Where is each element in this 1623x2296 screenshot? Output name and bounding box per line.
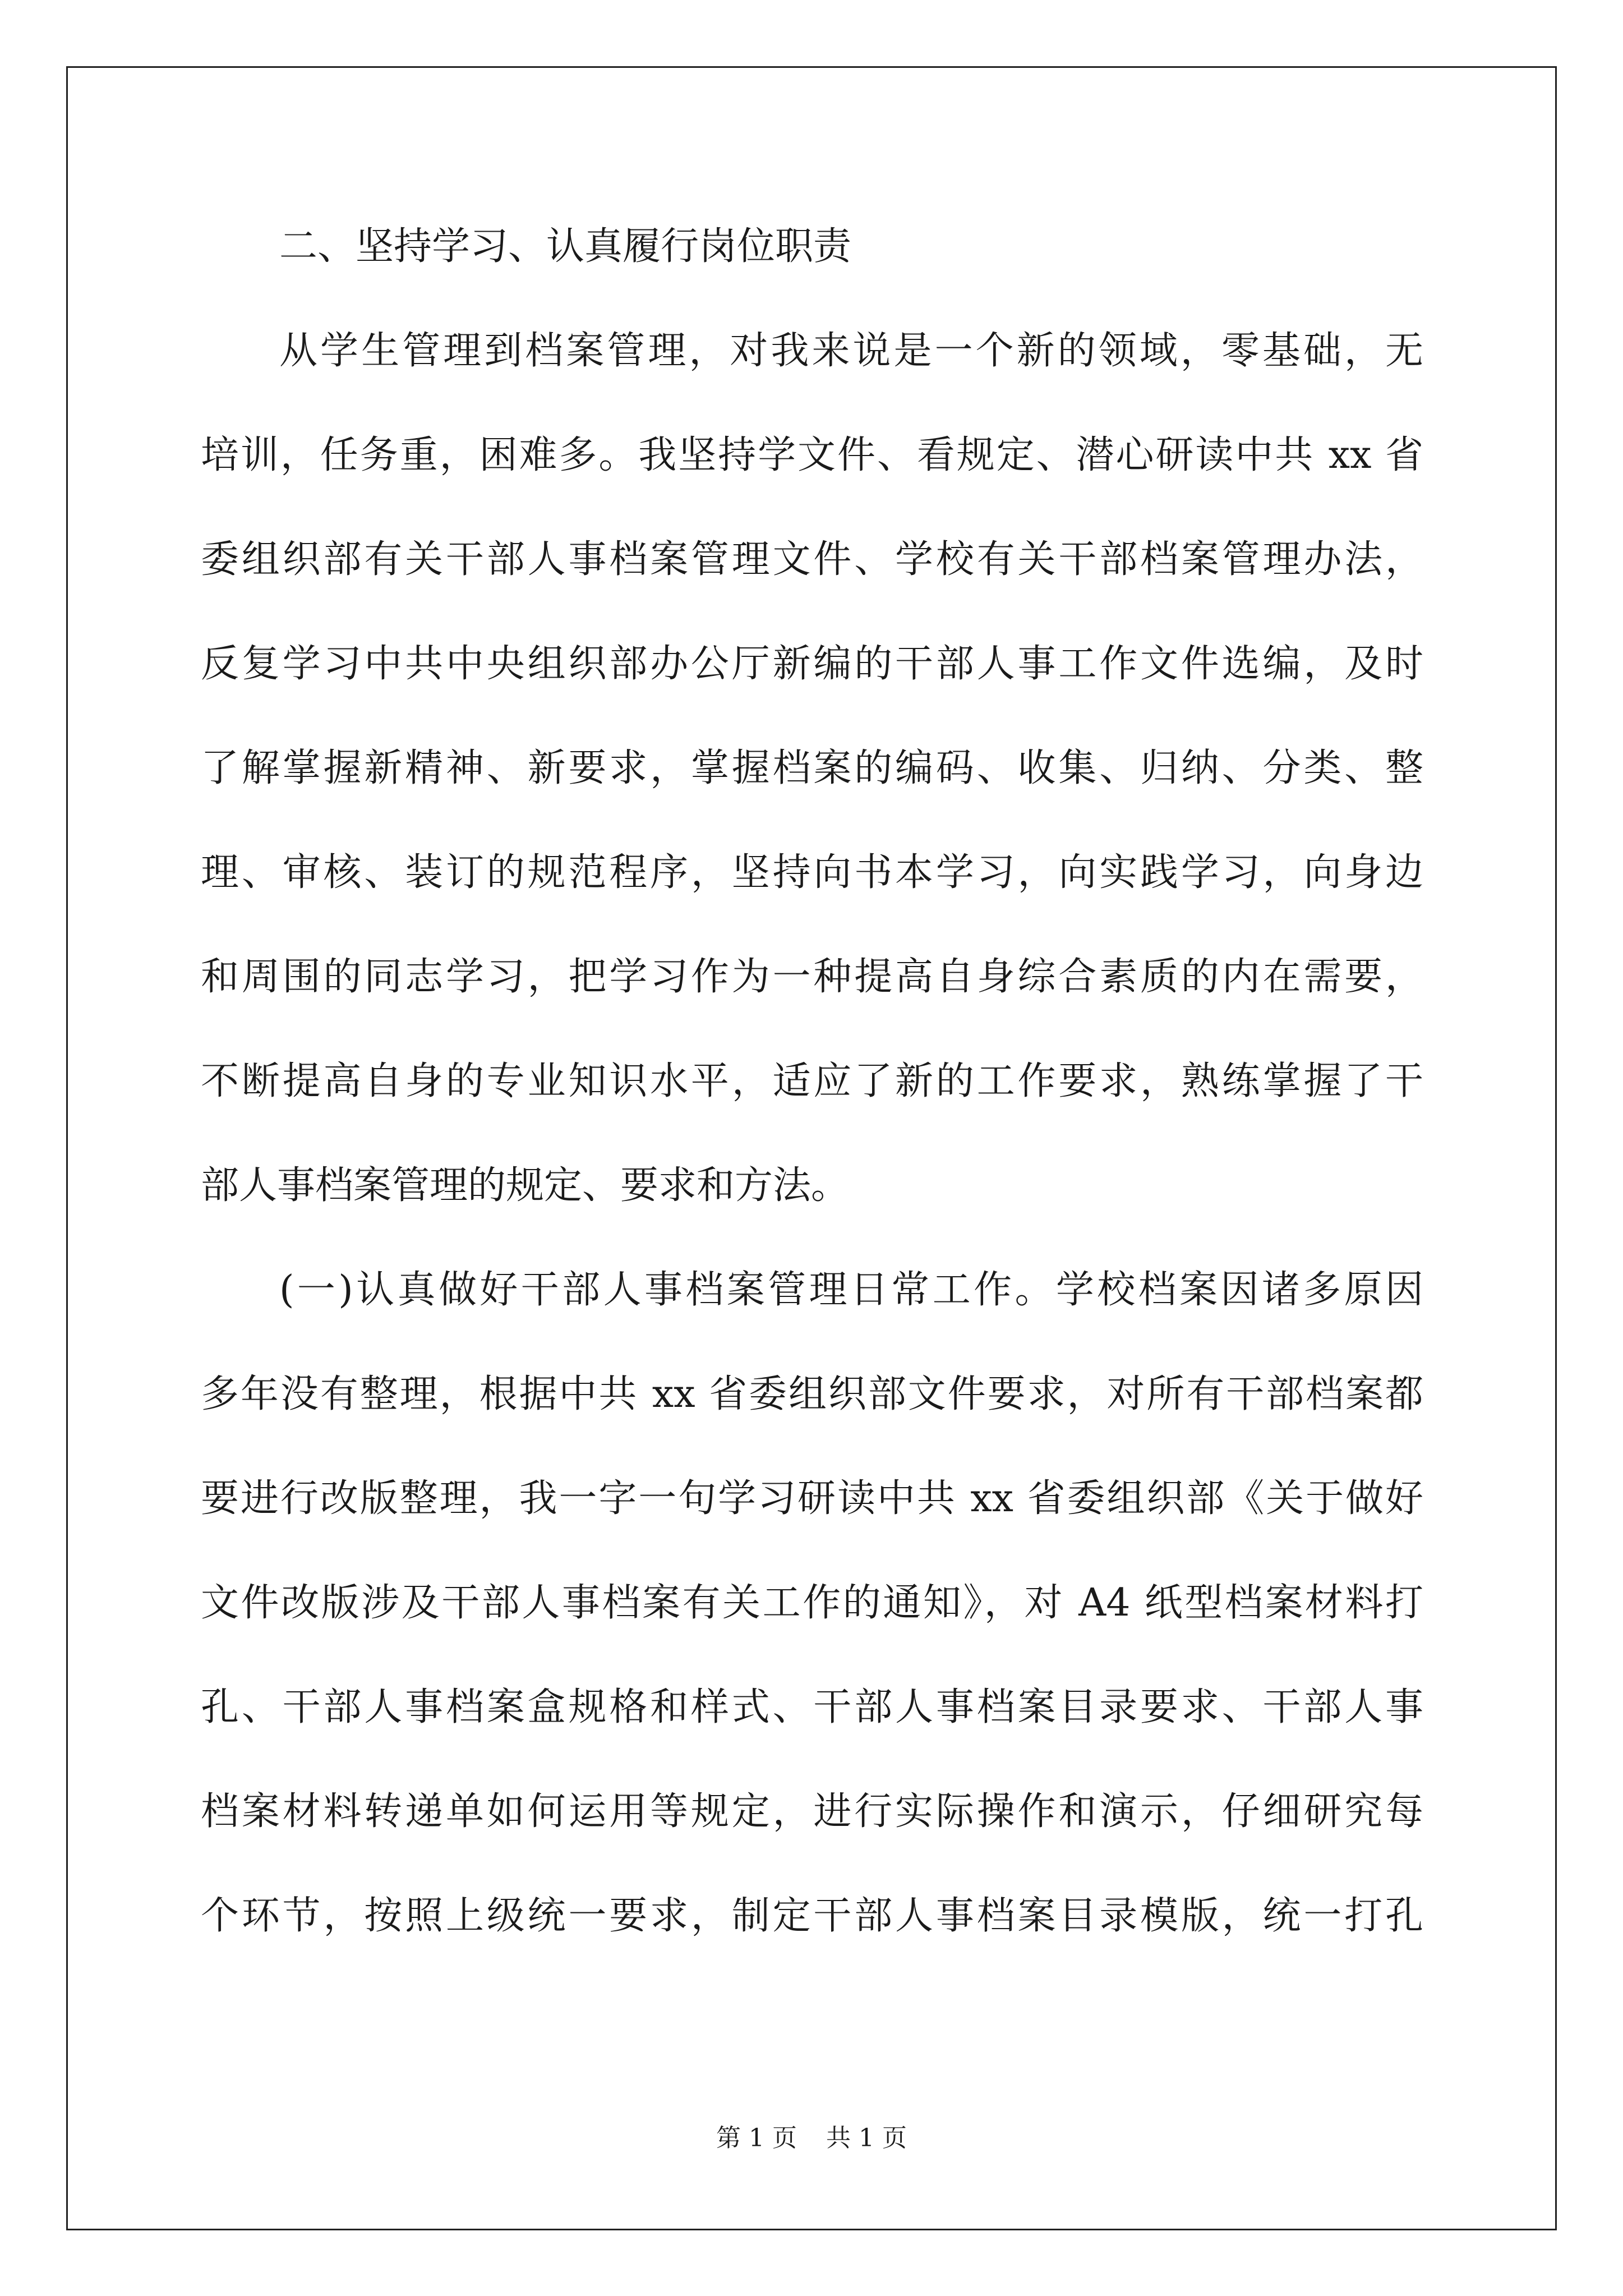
paragraph-line: 文件改版涉及干部人事档案有关工作的通知》，对 A4 纸型档案材料打 [201,1581,1423,1625]
paragraph-line: 了解掌握新精神、新要求，掌握档案的编码、收集、归纳、分类、整 [201,746,1423,790]
paragraph-line: 委组织部有关干部人事档案管理文件、学校有关干部档案管理办法， [201,537,1423,582]
paragraph-line: 培训，任务重，困难多。我坚持学文件、看规定、潜心研读中共 xx 省 [201,433,1423,477]
paragraph-line: 和周围的同志学习，把学习作为一种提高自身综合素质的内在需要， [201,955,1423,999]
section-heading: 二、坚持学习、认真履行岗位职责 [279,224,852,269]
paragraph-line: 理、审核、装订的规范程序，坚持向书本学习，向实践学习，向身边 [201,850,1423,895]
page-footer [0,2122,1623,2155]
paragraph-line: (一)认真做好干部人事档案管理日常工作。学校档案因诸多原因 [279,1268,1423,1312]
page-number: 第 1 页 [716,2124,797,2152]
paragraph-line: 从学生管理到档案管理，对我来说是一个新的领域，零基础，无 [279,329,1423,373]
paragraph-line: 个环节，按照上级统一要求，制定干部人事档案目录模版，统一打孔 [201,1894,1423,1938]
paragraph-line: 反复学习中共中央组织部办公厅新编的干部人事工作文件选编，及时 [201,642,1423,686]
paragraph-line: 档案材料转递单如何运用等规定，进行实际操作和演示，仔细研究每 [201,1789,1423,1834]
paragraph-line: 多年没有整理，根据中共 xx 省委组织部文件要求，对所有干部档案都 [201,1372,1423,1416]
paragraph-line: 要进行改版整理，我一字一句学习研读中共 xx 省委组织部《关于做好 [201,1476,1423,1521]
paragraph-line: 部人事档案管理的规定、要求和方法。 [201,1163,850,1208]
paragraph-line: 不断提高自身的专业知识水平，适应了新的工作要求，熟练掌握了干 [201,1059,1423,1103]
page-total: 共 1 页 [826,2124,907,2152]
paragraph-line: 孔、干部人事档案盒规格和样式、干部人事档案目录要求、干部人事 [201,1685,1423,1729]
